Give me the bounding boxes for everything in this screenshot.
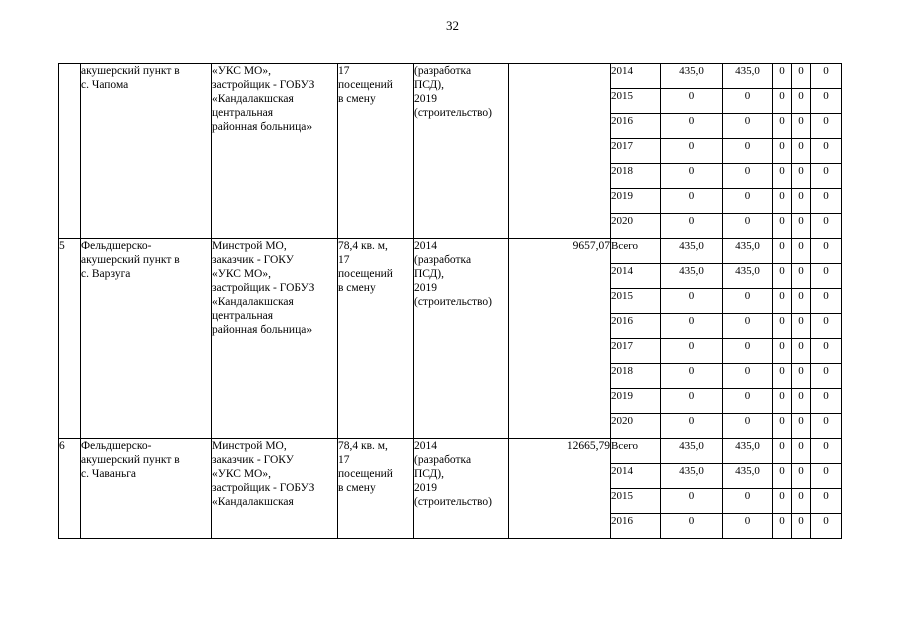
capacity-cell-line: 78,4 кв. м,: [338, 440, 388, 452]
period-cell-line: (строительство): [414, 496, 492, 508]
customer-cell-line: «Кандалакшская: [212, 496, 294, 508]
funding-value-cell: 435,0: [661, 239, 723, 264]
funding-value-cell: 0: [773, 189, 792, 214]
funding-value-cell: 0: [773, 339, 792, 364]
capacity-cell-line: в смену: [338, 282, 376, 294]
funding-value-cell: 0: [723, 164, 773, 189]
funding-value-cell: 0: [661, 114, 723, 139]
funding-value-cell: 0: [723, 139, 773, 164]
year-label-cell: 2015: [611, 489, 661, 514]
funding-value-cell: 0: [773, 264, 792, 289]
funding-value-cell: 0: [792, 389, 811, 414]
funding-value-cell: 0: [723, 489, 773, 514]
funding-value-cell: 0: [773, 464, 792, 489]
estimated-cost-cell: 9657,07: [509, 239, 611, 439]
period-cell-line: (разработка: [414, 65, 472, 77]
funding-value-cell: 0: [811, 64, 842, 89]
funding-value-cell: 0: [792, 364, 811, 389]
customer-cell: [212, 439, 338, 539]
funding-value-cell: 0: [773, 314, 792, 339]
item-number-cell: 5: [59, 239, 81, 439]
funding-value-cell: 0: [792, 64, 811, 89]
funding-value-cell: 0: [811, 389, 842, 414]
object-name-cell: [81, 64, 212, 239]
year-label-cell: 2014: [611, 264, 661, 289]
funding-value-cell: 0: [723, 389, 773, 414]
funding-value-cell: 0: [811, 464, 842, 489]
year-label-cell: 2016: [611, 314, 661, 339]
funding-value-cell: 0: [773, 389, 792, 414]
object-name-cell-line: акушерский пункт в: [81, 65, 180, 77]
year-label-cell: 2018: [611, 364, 661, 389]
funding-value-cell: 0: [811, 239, 842, 264]
estimated-cost-cell: 12665,79: [509, 439, 611, 539]
funding-value-cell: 0: [811, 439, 842, 464]
year-label-cell: Всего: [611, 439, 661, 464]
funding-value-cell: 0: [811, 489, 842, 514]
funding-value-cell: 0: [723, 339, 773, 364]
customer-cell-line: «УКС МО»,: [212, 65, 271, 77]
funding-value-cell: 0: [792, 139, 811, 164]
funding-value-cell: 435,0: [723, 239, 773, 264]
period-cell-line: 2019: [414, 482, 437, 494]
capacity-cell-line: 17: [338, 254, 350, 266]
capacity-cell-line: 17: [338, 65, 350, 77]
capacity-cell-line: в смену: [338, 482, 376, 494]
funding-value-cell: 0: [811, 89, 842, 114]
funding-value-cell: 0: [792, 439, 811, 464]
capacity-cell-line: посещений: [338, 79, 393, 91]
capacity-cell: [338, 64, 414, 239]
funding-value-cell: 0: [811, 289, 842, 314]
year-label-cell: 2014: [611, 464, 661, 489]
funding-value-cell: 0: [792, 414, 811, 439]
funding-value-cell: 0: [773, 64, 792, 89]
year-label-cell: 2018: [611, 164, 661, 189]
funding-value-cell: 0: [661, 389, 723, 414]
funding-value-cell: 0: [811, 314, 842, 339]
funding-value-cell: 435,0: [723, 439, 773, 464]
period-cell: [414, 64, 509, 239]
funding-value-cell: 0: [811, 164, 842, 189]
funding-value-cell: 0: [773, 364, 792, 389]
funding-value-cell: 0: [792, 164, 811, 189]
customer-cell-line: «УКС МО»,: [212, 468, 271, 480]
customer-cell-line: районная больница»: [212, 121, 313, 133]
year-label-cell: 2014: [611, 64, 661, 89]
period-cell-line: ПСД),: [414, 268, 444, 280]
funding-value-cell: 0: [792, 89, 811, 114]
funding-value-cell: 0: [811, 264, 842, 289]
year-row: [59, 64, 842, 89]
funding-value-cell: 0: [811, 364, 842, 389]
funding-value-cell: 0: [661, 189, 723, 214]
capacity-cell-line: посещений: [338, 468, 393, 480]
funding-value-cell: 0: [811, 139, 842, 164]
customer-cell-line: «Кандалакшская: [212, 93, 294, 105]
funding-value-cell: 0: [661, 89, 723, 114]
funding-value-cell: 0: [661, 164, 723, 189]
funding-value-cell: 0: [661, 289, 723, 314]
funding-value-cell: 0: [661, 139, 723, 164]
funding-value-cell: 435,0: [661, 264, 723, 289]
funding-value-cell: 0: [773, 414, 792, 439]
funding-value-cell: 0: [773, 164, 792, 189]
funding-value-cell: 0: [723, 114, 773, 139]
funding-value-cell: 0: [773, 489, 792, 514]
funding-value-cell: 0: [811, 414, 842, 439]
funding-value-cell: 0: [723, 314, 773, 339]
funding-value-cell: 0: [811, 189, 842, 214]
capacity-cell-line: 17: [338, 454, 350, 466]
funding-value-cell: 0: [792, 239, 811, 264]
year-label-cell: 2020: [611, 414, 661, 439]
funding-value-cell: 0: [792, 514, 811, 539]
period-cell-line: ПСД),: [414, 468, 444, 480]
customer-cell-line: районная больница»: [212, 324, 313, 336]
period-cell: [414, 239, 509, 439]
estimated-cost-cell: [509, 64, 611, 239]
year-label-cell: 2019: [611, 189, 661, 214]
funding-value-cell: 0: [792, 289, 811, 314]
capacity-cell: [338, 439, 414, 539]
funding-value-cell: 435,0: [723, 264, 773, 289]
funding-value-cell: 435,0: [723, 64, 773, 89]
object-name-cell-line: Фельдшерско-: [81, 440, 152, 452]
funding-value-cell: 0: [773, 439, 792, 464]
object-name-cell-line: акушерский пункт в: [81, 254, 180, 266]
object-name-cell-line: с. Варзуга: [81, 268, 131, 280]
capacity-cell-line: посещений: [338, 268, 393, 280]
year-label-cell: 2016: [611, 514, 661, 539]
period-cell-line: 2019: [414, 282, 437, 294]
year-row: [59, 439, 842, 464]
document-table: [58, 63, 842, 539]
capacity-cell: [338, 239, 414, 439]
customer-cell-line: застройщик - ГОБУЗ: [212, 282, 315, 294]
funding-value-cell: 0: [723, 364, 773, 389]
item-number-cell: 6: [59, 439, 81, 539]
funding-value-cell: 0: [773, 114, 792, 139]
funding-value-cell: 0: [773, 139, 792, 164]
funding-value-cell: 0: [811, 514, 842, 539]
customer-cell-line: «УКС МО»,: [212, 268, 271, 280]
funding-value-cell: 0: [661, 339, 723, 364]
customer-cell-line: Минстрой МО,: [212, 240, 287, 252]
funding-value-cell: 435,0: [723, 464, 773, 489]
customer-cell-line: «Кандалакшская: [212, 296, 294, 308]
customer-cell-line: застройщик - ГОБУЗ: [212, 482, 315, 494]
period-cell-line: 2014: [414, 440, 437, 452]
page-number: 32: [446, 18, 459, 33]
customer-cell-line: центральная: [212, 310, 274, 322]
funding-value-cell: 0: [773, 89, 792, 114]
year-label-cell: Всего: [611, 239, 661, 264]
funding-value-cell: 0: [723, 189, 773, 214]
funding-value-cell: 0: [723, 514, 773, 539]
object-name-cell: [81, 439, 212, 539]
funding-value-cell: 0: [773, 514, 792, 539]
funding-value-cell: 0: [792, 489, 811, 514]
funding-value-cell: 0: [773, 214, 792, 239]
funding-value-cell: 0: [792, 264, 811, 289]
funding-value-cell: 0: [773, 289, 792, 314]
object-name-cell: [81, 239, 212, 439]
funding-value-cell: 0: [723, 214, 773, 239]
funding-value-cell: 0: [792, 314, 811, 339]
funding-value-cell: 0: [792, 189, 811, 214]
year-label-cell: 2017: [611, 339, 661, 364]
funding-value-cell: 0: [723, 289, 773, 314]
year-label-cell: 2019: [611, 389, 661, 414]
capacity-cell-line: 78,4 кв. м,: [338, 240, 388, 252]
funding-value-cell: 0: [661, 314, 723, 339]
period-cell-line: 2014: [414, 240, 437, 252]
year-label-cell: 2017: [611, 139, 661, 164]
funding-value-cell: 0: [792, 114, 811, 139]
year-label-cell: 2015: [611, 289, 661, 314]
funding-value-cell: 0: [792, 464, 811, 489]
year-label-cell: 2016: [611, 114, 661, 139]
period-cell-line: (строительство): [414, 107, 492, 119]
customer-cell-line: центральная: [212, 107, 274, 119]
object-name-cell-line: акушерский пункт в: [81, 454, 180, 466]
funding-value-cell: 0: [661, 214, 723, 239]
period-cell: [414, 439, 509, 539]
funding-value-cell: 0: [661, 514, 723, 539]
funding-value-cell: 0: [723, 414, 773, 439]
funding-value-cell: 0: [773, 239, 792, 264]
period-cell-line: (строительство): [414, 296, 492, 308]
funding-value-cell: 0: [661, 414, 723, 439]
year-row: [59, 239, 842, 264]
funding-value-cell: 0: [661, 489, 723, 514]
funding-value-cell: 0: [792, 214, 811, 239]
item-number-cell: [59, 64, 81, 239]
customer-cell-line: застройщик - ГОБУЗ: [212, 79, 315, 91]
year-label-cell: 2020: [611, 214, 661, 239]
year-label-cell: 2015: [611, 89, 661, 114]
customer-cell: [212, 239, 338, 439]
funding-value-cell: 435,0: [661, 464, 723, 489]
capacity-cell-line: в смену: [338, 93, 376, 105]
customer-cell-line: заказчик - ГОКУ: [212, 454, 294, 466]
funding-value-cell: 0: [792, 339, 811, 364]
object-name-cell-line: с. Чапома: [81, 79, 129, 91]
period-cell-line: 2019: [414, 93, 437, 105]
customer-cell: [212, 64, 338, 239]
period-cell-line: ПСД),: [414, 79, 444, 91]
funding-value-cell: 435,0: [661, 64, 723, 89]
period-cell-line: (разработка: [414, 454, 472, 466]
object-name-cell-line: Фельдшерско-: [81, 240, 152, 252]
funding-value-cell: 0: [723, 89, 773, 114]
funding-value-cell: 0: [811, 214, 842, 239]
funding-value-cell: 0: [811, 339, 842, 364]
funding-value-cell: 0: [811, 114, 842, 139]
customer-cell-line: Минстрой МО,: [212, 440, 287, 452]
funding-value-cell: 0: [661, 364, 723, 389]
period-cell-line: (разработка: [414, 254, 472, 266]
funding-value-cell: 435,0: [661, 439, 723, 464]
customer-cell-line: заказчик - ГОКУ: [212, 254, 294, 266]
object-name-cell-line: с. Чаваньга: [81, 468, 137, 480]
